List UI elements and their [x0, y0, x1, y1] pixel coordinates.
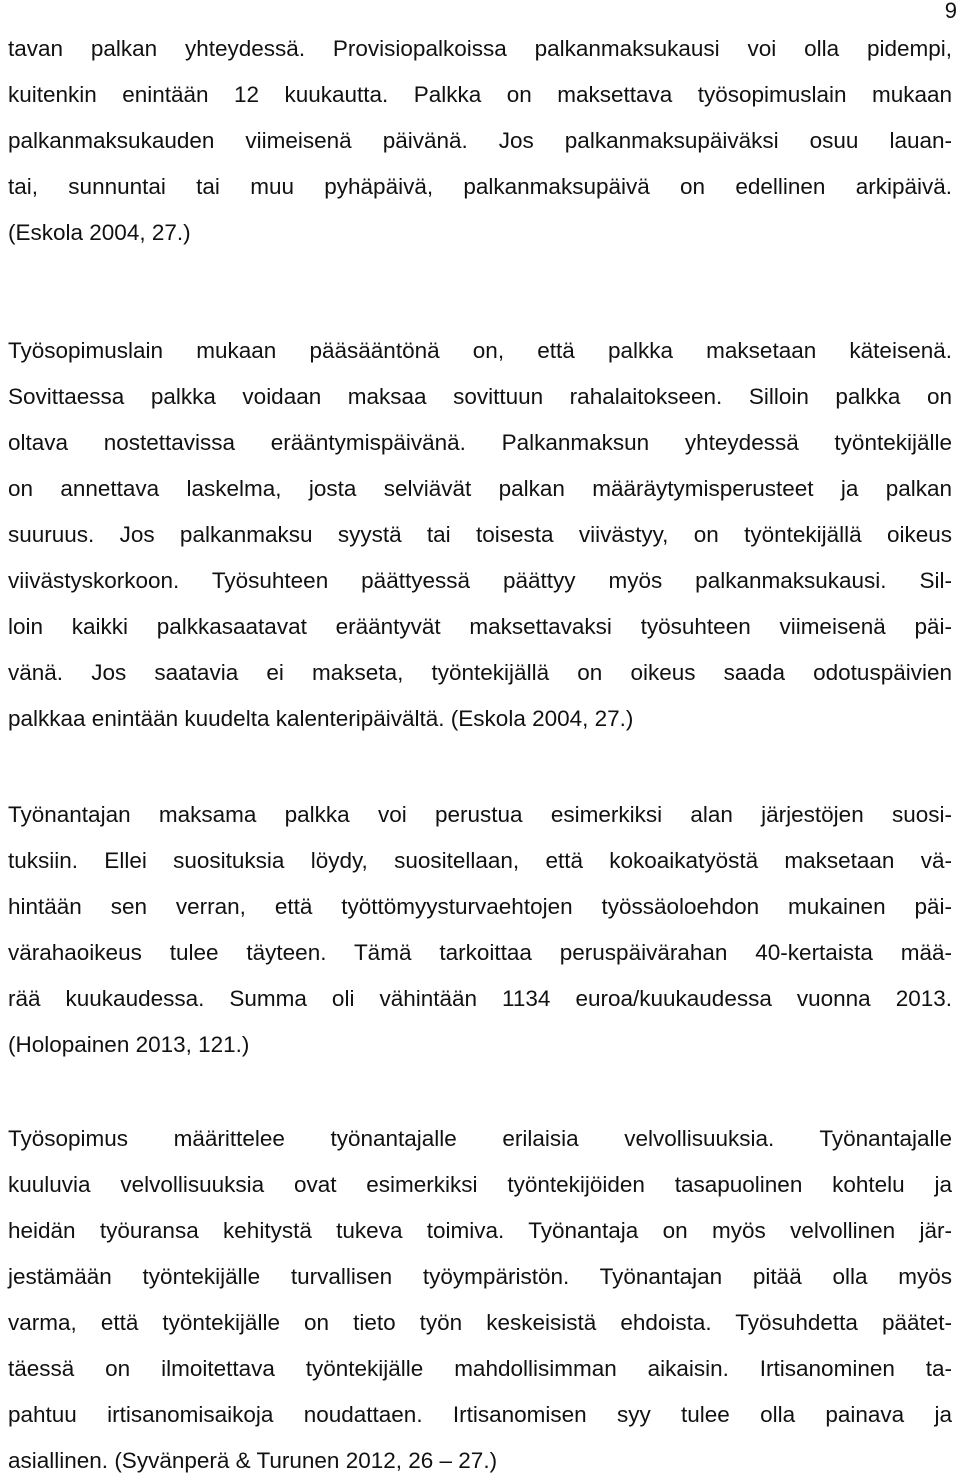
text-line: hintään sen verran, että työttömyysturvaehtojen työssäoloehdon mukainen päi-: [8, 894, 952, 919]
text-line: rää kuukaudessa. Summa oli vähintään 1134 euroa/kuukaudessa vuonna 2013.: [8, 986, 952, 1011]
paragraph-pay-recommendations: [8, 792, 952, 1068]
text-line: Työsopimus määrittelee työnantajalle erilaisia velvollisuuksia. Työnantajalle: [8, 1126, 952, 1151]
text-line: Sovittaessa palkka voidaan maksaa sovittuun rahalaitokseen. Silloin palkka on: [8, 384, 952, 409]
paragraph-payment-method: [8, 328, 952, 742]
text-line: kuitenkin enintään 12 kuukautta. Palkka on maksettava työsopimuslain mukaan: [8, 82, 952, 107]
text-line: tavan palkan yhteydessä. Provisiopalkoissa palkanmaksukausi voi olla pidempi,: [8, 36, 952, 61]
text-line: pahtuu irtisanomisaikoja noudattaen. Irtisanomisen syy tulee olla painava ja: [8, 1402, 952, 1427]
text-line: kuuluvia velvollisuuksia ovat esimerkiksi työntekijöiden tasapuolinen kohtelu ja: [8, 1172, 952, 1197]
text-line: asiallinen. (Syvänperä & Turunen 2012, 26 – 27.): [8, 1448, 498, 1473]
text-line: suuruus. Jos palkanmaksu syystä tai toisesta viivästyy, on työntekijällä oikeus: [8, 522, 952, 547]
text-line: heidän työuransa kehitystä tukeva toimiva. Työnantaja on myös velvollinen jär-: [8, 1218, 952, 1243]
text-line: (Eskola 2004, 27.): [8, 220, 191, 245]
page-number: 9: [944, 0, 957, 23]
text-line: täessä on ilmoitettava työntekijälle mahdollisimman aikaisin. Irtisanominen ta-: [8, 1356, 952, 1381]
text-line: vänä. Jos saatavia ei makseta, työntekijällä on oikeus saada odotuspäivien: [8, 660, 952, 685]
text-line: Työsopimuslain mukaan pääsääntönä on, että palkka maksetaan käteisenä.: [8, 338, 952, 363]
text-line: (Holopainen 2013, 121.): [8, 1032, 250, 1057]
text-line: loin kaikki palkkasaatavat erääntyvät maksettavaksi työsuhteen viimeisenä päi-: [8, 614, 952, 639]
paragraph-employer-obligations: [8, 1116, 952, 1481]
text-line: palkkaa enintään kuudelta kalenteripäivältä. (Eskola 2004, 27.): [8, 706, 634, 731]
text-line: Työnantajan maksama palkka voi perustua esimerkiksi alan järjestöjen suosi-: [8, 802, 952, 827]
text-line: oltava nostettavissa erääntymispäivänä. Palkanmaksun yhteydessä työntekijälle: [8, 430, 952, 455]
text-line: jestämään työntekijälle turvallisen työympäristön. Työnantajan pitää olla myös: [8, 1264, 952, 1289]
text-line: tai, sunnuntai tai muu pyhäpäivä, palkanmaksupäivä on edellinen arkipäivä.: [8, 174, 952, 199]
text-line: on annettava laskelma, josta selviävät palkan määräytymisperusteet ja palkan: [8, 476, 952, 501]
text-line: viivästyskorkoon. Työsuhteen päättyessä päättyy myös palkanmaksukausi. Sil-: [8, 568, 952, 593]
text-line: palkanmaksukauden viimeisenä päivänä. Jos palkanmaksupäiväksi osuu lauan-: [8, 128, 952, 153]
paragraph-payment-period: [8, 26, 952, 256]
text-line: värahaoikeus tulee täyteen. Tämä tarkoittaa peruspäivärahan 40-kertaista mää-: [8, 940, 952, 965]
text-line: tuksiin. Ellei suosituksia löydy, suositellaan, että kokoaikatyöstä maksetaan vä-: [8, 848, 952, 873]
text-line: varma, että työntekijälle on tieto työn keskeisistä ehdoista. Työsuhdetta päätet-: [8, 1310, 952, 1335]
